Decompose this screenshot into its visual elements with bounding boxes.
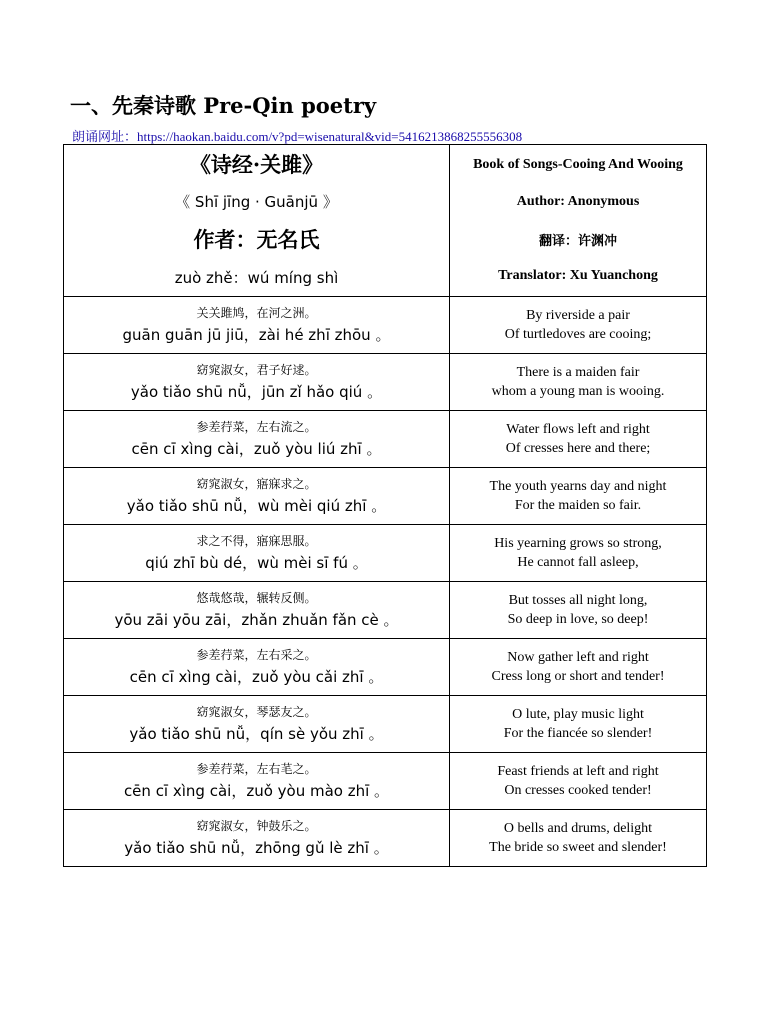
verse-chinese: 窈窕淑女，钟鼓乐之。 [196, 819, 317, 833]
verse-translation-cell [450, 297, 707, 354]
author-en: Author: Anonymous [516, 194, 640, 209]
verse-chinese: 窈窕淑女，琴瑟友之。 [196, 705, 317, 719]
verse-chinese: 窈窕淑女，寤寐求之。 [196, 477, 317, 491]
verse-pinyin: qiú zhī bù dé，wù mèi sī fú 。 [145, 554, 368, 572]
verse-english-line-2: Cress long or short and tender! [491, 669, 665, 684]
verse-english-line-1: Now gather left and right [507, 650, 649, 665]
verse-row [64, 468, 707, 525]
verse-pinyin: cēn cī xìng cài，zuǒ yòu liú zhī 。 [131, 440, 382, 458]
recitation-link[interactable]: https://haokan.baidu.com/v?pd=wisenatural&vid=5416213868255556308 [137, 129, 523, 144]
verse-original-cell [64, 411, 450, 468]
verse-chinese: 参差荇菜，左右采之。 [196, 648, 317, 662]
verse-english-line-1: The youth yearns day and night [489, 479, 667, 494]
verse-english-line-2: On cresses cooked tender! [504, 783, 652, 798]
verse-row [64, 411, 707, 468]
poem-title-zh: 《诗经·关雎》 [189, 151, 324, 177]
verse-chinese: 悠哉悠哉，辗转反侧。 [196, 591, 317, 605]
verse-english-line-1: Water flows left and right [506, 422, 650, 437]
verse-translation-cell [450, 639, 707, 696]
verse-translation-cell [450, 525, 707, 582]
verse-english-line-1: Feast friends at left and right [497, 764, 659, 779]
verse-translation-cell [450, 810, 707, 867]
verse-pinyin: yǎo tiǎo shū nǚ，zhōng gǔ lè zhī 。 [124, 839, 389, 857]
verse-english-line-2: For the fiancée so slender! [503, 726, 653, 741]
verse-row [64, 810, 707, 867]
translator-en: Translator: Xu Yuanchong [498, 268, 658, 283]
verse-translation-cell [450, 753, 707, 810]
verse-pinyin: yǎo tiǎo shū nǚ，jūn zǐ hǎo qiú 。 [130, 383, 383, 401]
verse-row [64, 753, 707, 810]
verse-english-line-1: But tosses all night long, [508, 593, 648, 608]
verse-pinyin: guān guān jū jiū，zài hé zhī zhōu 。 [122, 326, 391, 344]
verse-english-line-2: Of turtledoves are cooing; [504, 327, 652, 342]
section-heading: 一、先秦诗歌 Pre-Qin poetry [70, 93, 377, 118]
verse-chinese: 参差荇菜，左右芼之。 [196, 762, 317, 776]
verse-translation-cell [450, 411, 707, 468]
header-row [64, 145, 707, 297]
verse-english-line-2: whom a young man is wooing. [491, 384, 665, 399]
verse-pinyin: yǎo tiǎo shū nǚ，wù mèi qiú zhī 。 [126, 497, 387, 515]
verse-chinese: 窈窕淑女，君子好逑。 [196, 363, 317, 377]
header-left-cell [64, 145, 450, 297]
verse-pinyin: cēn cī xìng cài，zuǒ yòu mào zhī 。 [123, 782, 390, 800]
verse-chinese: 求之不得，寤寐思服。 [196, 534, 317, 548]
verse-english-line-2: The bride so sweet and slender! [489, 840, 667, 855]
author-zh: 作者：无名氏 [193, 227, 320, 252]
verse-original-cell [64, 753, 450, 810]
author-pinyin: zuò zhě：wú míng shì [174, 268, 339, 287]
verse-row [64, 354, 707, 411]
verse-chinese: 关关雎鸠，在河之洲。 [196, 306, 317, 320]
verse-translation-cell [450, 468, 707, 525]
verse-english-line-2: For the maiden so fair. [514, 498, 642, 513]
verse-original-cell [64, 468, 450, 525]
verse-translation-cell [450, 354, 707, 411]
verse-english-line-1: O lute, play music light [512, 707, 644, 722]
verse-row [64, 639, 707, 696]
translator-zh: 翻译：许渊冲 [538, 233, 617, 249]
verse-row [64, 297, 707, 354]
verse-original-cell [64, 696, 450, 753]
recitation-link-line [72, 126, 522, 145]
verse-chinese: 参差荇菜，左右流之。 [196, 420, 317, 434]
header-right-cell [450, 145, 707, 297]
verse-english-line-1: His yearning grows so strong, [494, 536, 662, 551]
verse-english-line-2: He cannot fall asleep, [517, 555, 639, 570]
verse-english-line-1: O bells and drums, delight [503, 821, 653, 836]
link-label: 朗诵网址： [72, 129, 138, 144]
verse-english-line-2: So deep in love, so deep! [507, 612, 649, 627]
verse-english-line-1: There is a maiden fair [516, 365, 640, 380]
poem-title-en: Book of Songs-Cooing And Wooing [473, 157, 683, 172]
verse-row [64, 582, 707, 639]
verse-original-cell [64, 639, 450, 696]
verse-original-cell [64, 354, 450, 411]
verse-pinyin: cēn cī xìng cài，zuǒ yòu cǎi zhī 。 [129, 668, 384, 686]
poem-title-pinyin: 《 Shī jīng · Guānjū 》 [175, 192, 338, 211]
verse-original-cell [64, 582, 450, 639]
verse-translation-cell [450, 582, 707, 639]
verse-english-line-1: By riverside a pair [526, 308, 630, 323]
poem-table [63, 144, 707, 867]
verse-original-cell [64, 525, 450, 582]
verse-original-cell [64, 297, 450, 354]
verse-pinyin: yǎo tiǎo shū nǚ，qín sè yǒu zhī 。 [129, 725, 384, 743]
verse-row [64, 525, 707, 582]
verse-english-line-2: Of cresses here and there; [505, 441, 651, 456]
verse-original-cell [64, 810, 450, 867]
verse-pinyin: yōu zāi yōu zāi，zhǎn zhuǎn fǎn cè 。 [114, 611, 399, 629]
verse-translation-cell [450, 696, 707, 753]
verse-row [64, 696, 707, 753]
